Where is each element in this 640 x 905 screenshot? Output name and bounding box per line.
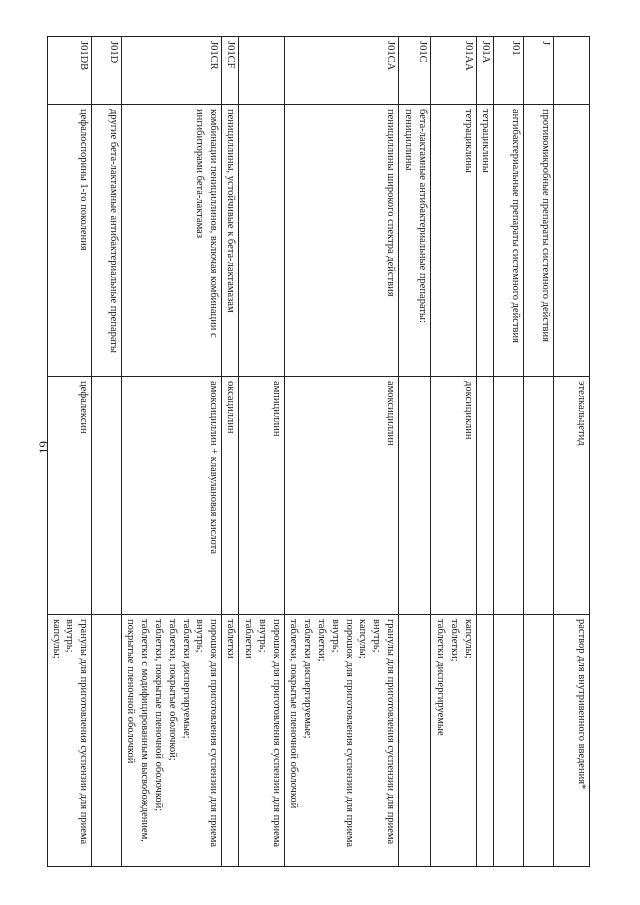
drug-name: этелкальцетид <box>554 377 590 615</box>
dosage-form: таблетки; <box>315 619 327 662</box>
drug-list-table <box>47 36 590 867</box>
atc-group: противомикробные препараты системного действия <box>524 105 554 377</box>
drug-name: оксациллин <box>222 377 239 615</box>
drug-name <box>494 377 524 615</box>
drug-name <box>92 377 122 615</box>
dosage-form: капсулы; <box>463 619 475 659</box>
dosage-form: таблетки, покрытые оболочкой; <box>166 619 178 761</box>
dosage-forms <box>47 615 92 867</box>
atc-code: J01CA <box>285 37 399 105</box>
atc-code: J01C <box>399 37 431 105</box>
table-row <box>524 37 554 867</box>
atc-group: антибактериальные препараты системного действия <box>494 105 524 377</box>
table-row <box>92 37 122 867</box>
atc-code: J01 <box>494 37 524 105</box>
dosage-form: гранулы для приготовления суспензии для приема внутрь; <box>64 619 90 845</box>
atc-group: тетрациклины <box>431 105 477 377</box>
dosage-forms <box>554 615 590 867</box>
atc-group: комбинации пенициллинов, включая комбинации с ингибиторами бета-лактамаз <box>122 105 222 377</box>
dosage-form: капсулы; <box>50 619 62 659</box>
dosage-form: раствор для внутривенного введения* <box>576 619 587 790</box>
table-row <box>239 37 285 867</box>
dosage-form: порошок для приготовления суспензии для приема внутрь; <box>257 619 283 847</box>
dosage-forms <box>239 615 285 867</box>
dosage-forms <box>222 615 239 867</box>
atc-code: J01CR <box>122 37 222 105</box>
drug-name: амоксициллин <box>285 377 399 615</box>
dosage-form: таблетки с модифицированным высвобождением, покрытые пленочной оболочкой <box>125 619 150 842</box>
atc-code <box>554 37 590 105</box>
atc-group: бета-лактамные антибактериальные препараты: пенициллины <box>399 105 431 377</box>
drug-name <box>399 377 431 615</box>
drug-name: доксициклин <box>431 377 477 615</box>
drug-name <box>524 377 554 615</box>
page-number: 19 <box>36 441 51 454</box>
dosage-form: порошок для приготовления суспензии для приема внутрь; <box>194 619 220 847</box>
drug-list-table-frame <box>50 36 590 866</box>
dosage-form: капсулы; <box>357 619 369 659</box>
atc-code: J01DB <box>47 37 92 105</box>
atc-code: J01AA <box>431 37 477 105</box>
drug-name <box>477 377 494 615</box>
dosage-forms <box>477 615 494 867</box>
dosage-forms <box>122 615 222 867</box>
atc-code: J <box>524 37 554 105</box>
atc-group: цефалоспорины 1-го поколения <box>47 105 92 377</box>
table-row <box>477 37 494 867</box>
table-row <box>494 37 524 867</box>
drug-name: амоксициллин + клавулановая кислота <box>122 377 222 615</box>
dosage-form: порошок для приготовления суспензии для приема внутрь; <box>329 619 355 847</box>
drug-name: ампициллин <box>239 377 285 615</box>
table-row <box>285 37 399 867</box>
dosage-form: таблетки <box>243 619 255 659</box>
atc-group: другие бета-лактамные антибактериальные препараты <box>92 105 122 377</box>
dosage-forms <box>431 615 477 867</box>
atc-group: пенициллины, устойчивые к бета-лактамазам <box>222 105 239 377</box>
drug-name: цефалексин <box>47 377 92 615</box>
dosage-form: таблетки диспергируемые; <box>301 619 313 739</box>
dosage-form: таблетки диспергируемые; <box>180 619 192 739</box>
dosage-form: таблетки <box>225 619 237 659</box>
atc-code: J01A <box>477 37 494 105</box>
dosage-form: гранулы для приготовления суспензии для приема внутрь; <box>371 619 397 845</box>
atc-group <box>239 105 285 377</box>
table-row <box>47 37 92 867</box>
atc-code: J01D <box>92 37 122 105</box>
atc-group: тетрациклины <box>477 105 494 377</box>
dosage-form: таблетки, покрытые пленочной оболочкой <box>288 619 300 809</box>
atc-group: пенициллины широкого спектра действия <box>285 105 399 377</box>
dosage-form: таблетки; <box>449 619 461 662</box>
dosage-form: таблетки диспергируемые <box>435 619 447 736</box>
table-row <box>222 37 239 867</box>
atc-code: J01CF <box>222 37 239 105</box>
dosage-forms <box>92 615 122 867</box>
dosage-forms <box>494 615 524 867</box>
table-row <box>554 37 590 867</box>
table-row <box>122 37 222 867</box>
table-row <box>399 37 431 867</box>
table-row <box>431 37 477 867</box>
dosage-forms <box>285 615 399 867</box>
dosage-forms <box>399 615 431 867</box>
atc-group <box>554 105 590 377</box>
atc-code <box>239 37 285 105</box>
dosage-forms <box>524 615 554 867</box>
dosage-form: таблетки, покрытые пленочной оболочкой; <box>152 619 164 812</box>
